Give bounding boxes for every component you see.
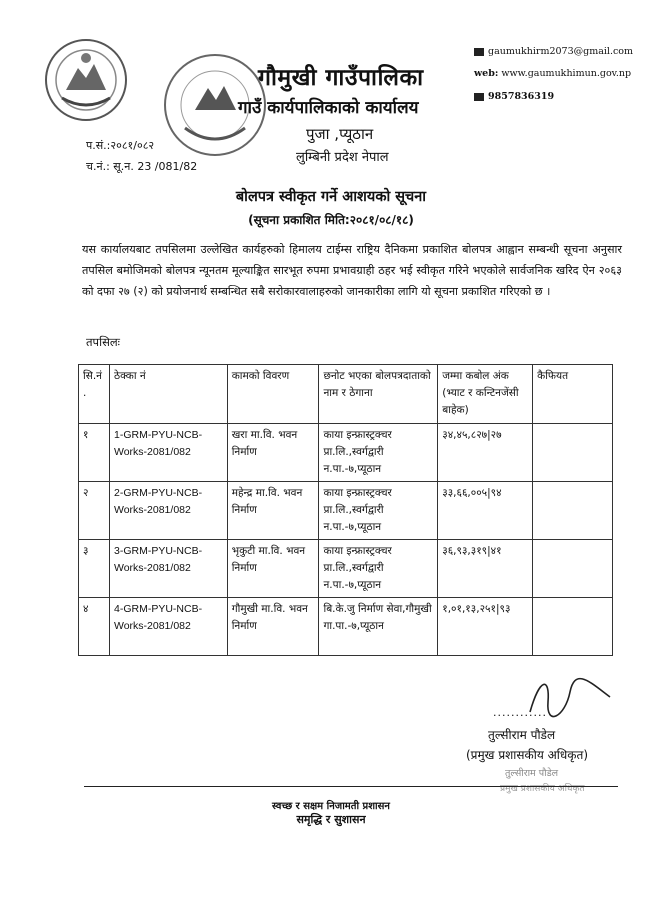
table-row <box>79 540 613 598</box>
col-header-contract: ठेक्का नं <box>109 365 227 424</box>
col-header-sn: सि.नं . <box>79 365 110 424</box>
cell-contract: 1-GRM-PYU-NCB-Works-2081/082 <box>109 424 227 482</box>
patra-sankhya: प.सं.:२०८१/०८२ <box>86 139 155 152</box>
chalani-number: च.नं.: सू.न. 23 /081/82 <box>86 160 198 173</box>
cell-remarks <box>533 424 613 482</box>
cell-bidder: काया इन्फ्रास्ट्रक्चर प्रा.लि.,स्वर्गद्वारी न.पा.-७,प्यूठान <box>319 540 438 598</box>
contact-web <box>474 68 631 79</box>
cell-remarks <box>533 540 613 598</box>
table-row <box>79 424 613 482</box>
tapasil-label: तपसिलः <box>86 335 120 349</box>
cell-amount: १,०१,१३,२५१|९३ <box>438 598 533 656</box>
signatory-role: (प्रमुख प्रशासकीय अधिकृत) <box>466 748 589 762</box>
cell-contract: 2-GRM-PYU-NCB-Works-2081/082 <box>109 482 227 540</box>
cell-work: खरा मा.वि. भवन निर्माण <box>227 424 319 482</box>
cell-sn: १ <box>79 424 110 482</box>
office-location: पुजा ,प्यूठान <box>306 125 374 143</box>
cell-sn: ४ <box>79 598 110 656</box>
bid-table <box>78 364 613 656</box>
email-text: gaumukhirm2073@gmail.com <box>488 46 634 57</box>
col-header-amount: जम्मा कबोल अंक (भ्याट र कन्टिनजेंसी बाहेक) <box>438 365 533 424</box>
cell-amount: ३४,४५,८२७|२७ <box>438 424 533 482</box>
contact-email <box>474 46 633 57</box>
signature-dots: ............ <box>493 706 547 719</box>
col-header-remarks: कैफियत <box>533 365 613 424</box>
footer-motto-2: समृद्धि र सुशासन <box>296 813 366 826</box>
footer-motto-1: स्वच्छ र सक्षम निजामती प्रशासन <box>272 801 390 812</box>
office-name: गाउँ कार्यपालिकाको कार्यालय <box>238 98 419 118</box>
table-row <box>79 598 613 656</box>
cell-amount: ३३,६६,००५|९४ <box>438 482 533 540</box>
col-header-bidder: छनोट भएका बोलपत्रदाताको नाम र ठेगाना <box>319 365 438 424</box>
notice-title: बोलपत्र स्वीकृत गर्ने आशयको सूचना <box>235 189 427 205</box>
web-text: www.gaumukhimun.gov.np <box>501 68 632 79</box>
cell-bidder: बि.के.जु निर्माण सेवा,गौमुखी गा.पा.-७,प्यूठान <box>319 598 438 656</box>
nepal-emblem-icon <box>44 38 128 122</box>
contact-phone <box>474 91 554 102</box>
cell-bidder: काया इन्फ्रास्ट्रक्चर प्रा.लि.,स्वर्गद्वारी न.पा.-७,प्यूठान <box>319 482 438 540</box>
office-province: लुम्बिनी प्रदेश नेपाल <box>296 150 389 165</box>
municipality-title: गौमुखी गाउँपालिका <box>258 65 424 91</box>
signature-stamp-role: प्रमुख प्रशासकीय अधिकृत <box>500 784 585 794</box>
phone-icon <box>474 93 484 101</box>
col-header-work: कामको विवरण <box>227 365 319 424</box>
notice-published-date: (सूचना प्रकाशित मिति:२०८१/०८/१८) <box>248 213 414 227</box>
cell-amount: ३६,९३,३१९|४१ <box>438 540 533 598</box>
cell-contract: 3-GRM-PYU-NCB-Works-2081/082 <box>109 540 227 598</box>
notice-body: यस कार्यालयबाट तपसिलमा उल्लेखित कार्यहरुको हिमालय टाईम्स राष्ट्रिय दैनिकमा प्रकाशित बोलपत्र आह्वान सम्बन्धी सूचना अनुसार तपसिल बमोजिमको बोलपत्र न्यूनतम मूल्याङ्कित सारभूत रुपमा प्रभावग्राही ठहर भई स्वीकृत गरिने भएकोले सार्वजनिक खरिद ऐन २०६३ को दफा २७ (२) को प्रयोजनार्थ सम्बन्धित सबै सरोकारवालाहरुको जानकारीका लागि यो सूचना प्रकाशित गरिएको छ । <box>82 243 622 298</box>
table-row <box>79 482 613 540</box>
email-icon <box>474 48 484 56</box>
cell-bidder: काया इन्फ्रास्ट्रक्चर प्रा.लि.,स्वर्गद्वारी न.पा.-७,प्यूठान <box>319 424 438 482</box>
footer-divider <box>84 786 618 787</box>
table-header-row <box>79 365 613 424</box>
cell-work: महेन्द्र मा.वि. भवन निर्माण <box>227 482 319 540</box>
signature-stamp-name: तुल्सीराम पौडेल <box>505 768 559 779</box>
cell-remarks <box>533 482 613 540</box>
web-label: web: <box>474 68 499 79</box>
cell-contract: 4-GRM-PYU-NCB-Works-2081/082 <box>109 598 227 656</box>
phone-text: 9857836319 <box>488 91 555 102</box>
cell-work: भृकुटी मा.वि. भवन निर्माण <box>227 540 319 598</box>
cell-remarks <box>533 598 613 656</box>
cell-work: गौमुखी मा.वि. भवन निर्माण <box>227 598 319 656</box>
signatory-name: तुल्सीराम पौडेल <box>488 728 556 742</box>
cell-sn: २ <box>79 482 110 540</box>
cell-sn: ३ <box>79 540 110 598</box>
